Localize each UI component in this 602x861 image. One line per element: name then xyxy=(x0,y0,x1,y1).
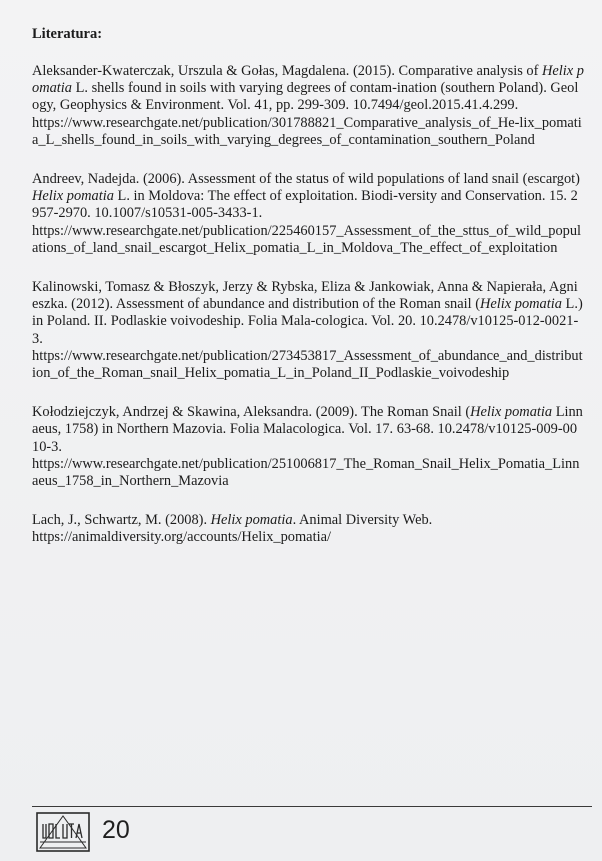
reference-url: https://www.researchgate.net/publication/225460157_Assessment_of_the_sttus_of_wild_populations_of_land_snail_escargot_Helix_pomatia_L_in_Moldova_The_effect_of_exploitation xyxy=(32,222,582,256)
reference-url: https://www.researchgate.net/publication/273453817_Assessment_of_abundance_and_distribution_of_the_Roman_snail_Helix_pomatia_L_in_Poland_II_Podlaskie_voivodeship xyxy=(32,347,583,382)
reference-text: Lach, J., Schwartz, M. (2008). xyxy=(32,512,211,529)
reference-text: . Animal Diversity Web. xyxy=(292,512,433,529)
species-name: Helix pomatia xyxy=(470,404,553,421)
reference-item xyxy=(32,63,584,149)
reference-text: L.) in Poland. II. Podlaskie voivodeship. Folia Mala-cologica. Vol. 20. 10.2478/v10125-012-0021-3. xyxy=(32,296,583,347)
reference-list xyxy=(32,63,584,569)
page-number: 20 xyxy=(102,816,130,844)
reference-text: Linnaeus, 1758) in Northern Mazovia. Folia Malacologica. Vol. 17. 63-68. 10.2478/v10125-009-0010-3. xyxy=(32,404,583,455)
footer-divider xyxy=(32,806,592,807)
reference-text: Kołodziejczyk, Andrzej & Skawina, Aleksandra. (2009). The Roman Snail ( xyxy=(32,404,471,421)
reference-item xyxy=(32,171,584,257)
species-name: Helix pomatia xyxy=(480,296,562,313)
reference-url: https://animaldiversity.org/accounts/Helix_pomatia/ xyxy=(32,529,331,546)
reference-item xyxy=(32,512,584,546)
species-name: Helix pomatia xyxy=(32,188,114,205)
voluta-logo xyxy=(36,812,90,852)
reference-text: Aleksander-Kwaterczak, Urszula & Gołas, Magdalena. (2015). Comparative analysis of xyxy=(32,63,543,79)
reference-url: https://www.researchgate.net/publication/251006817_The_Roman_Snail_Helix_Pomatia_Linnaeus_1758_in_Northern_Mazovia xyxy=(32,455,580,490)
section-heading: Literatura: xyxy=(32,26,103,42)
reference-text: Andreev, Nadejda. (2006). Assessment of the status of wild populations of land snail (escargot) xyxy=(32,171,580,188)
reference-item xyxy=(32,279,584,382)
reference-text: Kalinowski, Tomasz & Błoszyk, Jerzy & Rybska, Eliza & Jankowiak, Anna & Napierała, Agnieszka. (2012). Assessment of abundance and distribution of the Roman snail ( xyxy=(32,279,578,313)
reference-text: L. shells found in soils with varying degrees of contam-ination (southern Poland). Geology, Geophysics & Environment. Vol. 41, pp. 299-309. 10.7494/geol.2015.41.4.299. xyxy=(32,80,579,114)
species-name: Helix pomatia xyxy=(32,63,584,97)
reference-url: https://www.researchgate.net/publication/301788821_Comparative_analysis_of_He-lix_pomatia_L_shells_found_in_soils_with_varying_degrees_of_contamination_southern_Poland xyxy=(32,114,582,148)
reference-item xyxy=(32,404,584,490)
species-name: Helix pomatia xyxy=(210,512,293,529)
reference-text: L. in Moldova: The effect of exploitation. Biodi-versity and Conservation. 15. 2957-2970. 10.1007/s10531-005-3433-1. xyxy=(32,188,578,222)
